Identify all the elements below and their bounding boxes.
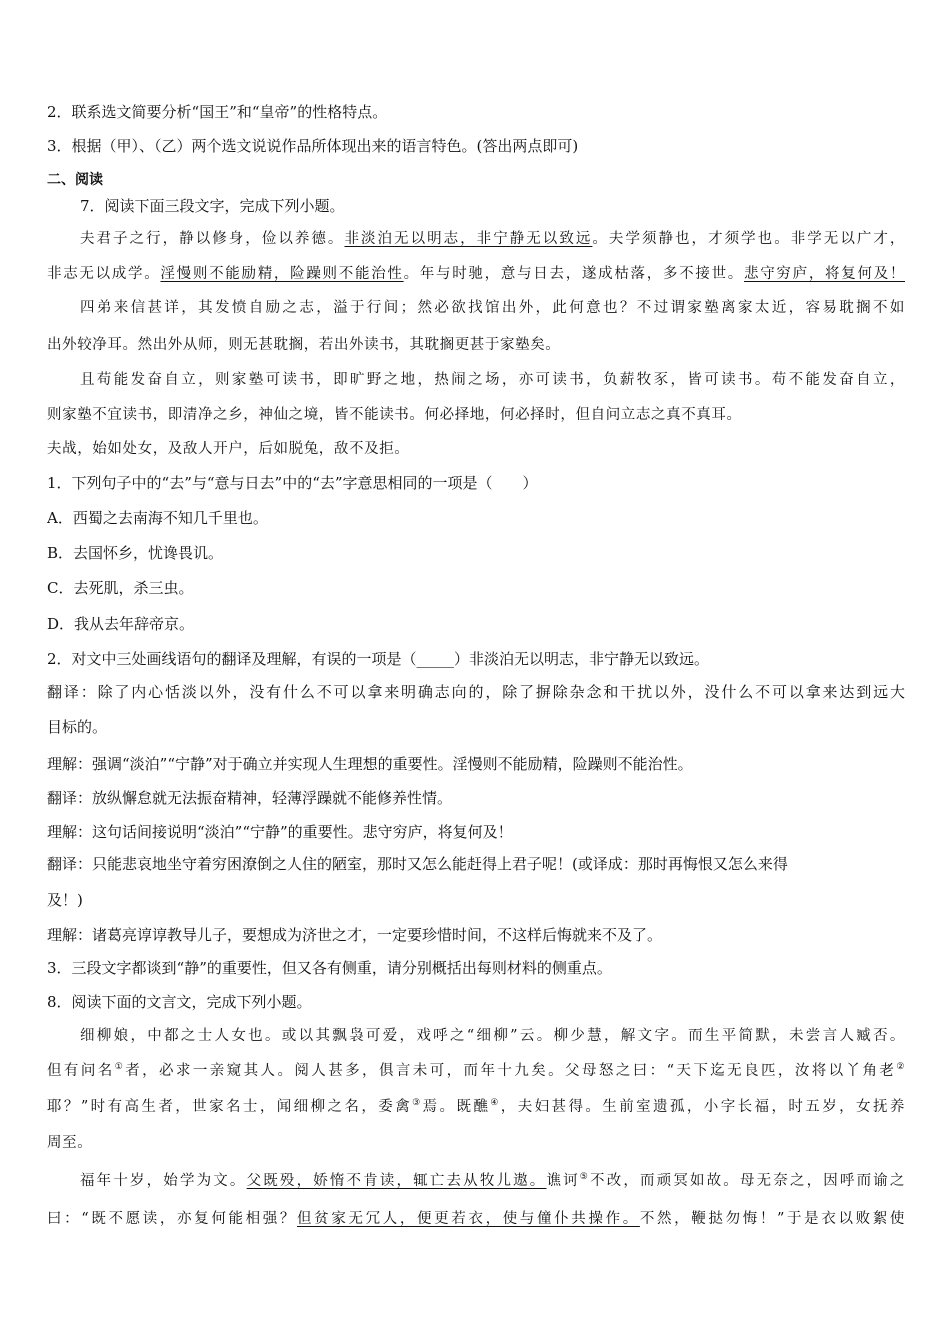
q7-sub2-line: 理解：这句话间接说明“淡泊”“宁静”的重要性。悲守穷庐，将复何及！ — [47, 823, 513, 841]
q7-sub2-line: 理解：诸葛亮谆谆教导儿子，要想成为济世之才，一定要珍惜时间，不这样后悔就来不及了。 — [47, 926, 663, 944]
text: 不改，而顽冥如故。母无奈之，因呼而谕之 — [590, 1173, 905, 1189]
text: 曰：“既不愿读，亦复何能相强？ — [47, 1211, 298, 1227]
q7-p3-line2: 则家塾不宜读书，即清净之乡，神仙之境，皆不能读书。何必择地，何必择时，但自问立志之真不真耳。 — [47, 407, 742, 423]
q8-p1-line3 — [47, 1097, 905, 1117]
q7-sub2: 2．对文中三处画线语句的翻译及理解，有误的一项是（_____）非淡泊无以明志，非宁静无以致远。 — [47, 650, 710, 668]
q8-p2-line2 — [47, 1209, 905, 1229]
underlined-text: 非淡泊无以明志，非宁静无以致远 — [344, 231, 593, 247]
q7-sub2-line: 翻译：放纵懈怠就无法振奋精神，轻薄浮躁就不能修养性情。 — [47, 789, 453, 807]
q7-sub2-line: 理解：强调“淡泊”“宁静”对于确立并实现人生理想的重要性。淫慢则不能励精，险躁则不能治性。 — [47, 755, 693, 773]
q7-p3-line1: 且苟能发奋自立，则家塾可读书，即旷野之地，热闹之场，亦可读书，负薪牧豕，皆可读书。苟不能发奋自立， — [80, 372, 905, 388]
question-3-prev: 3．根据（甲）、（乙）两个选文说说作品所体现出来的语言特色。(答出两点即可) — [47, 137, 579, 155]
q8-p1-line2 — [47, 1061, 905, 1081]
option-d: D．我从去年辞帝京。 — [47, 615, 195, 633]
question-2-prev: 2．联系选文简要分析“国王”和“皇帝”的性格特点。 — [47, 103, 388, 121]
section-heading: 二、阅读 — [47, 172, 103, 188]
text: 。夫学须静也，才须学也。非学无以广才， — [592, 231, 905, 247]
q7-sub2-line: 翻译：只能悲哀地坐守着穷困潦倒之人住的陋室，那时又怎么能赶得上君子呢！(或译成：那时再悔恨又怎么来得 — [47, 855, 788, 873]
text: 不然，鞭挞勿悔！”于是衣以败絮使 — [639, 1211, 905, 1227]
option-c: C．去死肌，杀三虫。 — [47, 579, 194, 597]
q7-sub2-line: 翻译：除了内心恬淡以外，没有什么不可以拿来明确志向的，除了摒除杂念和干扰以外，没什么不可以拿来达到远大 — [47, 683, 905, 701]
q7-sub2-line: 及！) — [47, 891, 83, 909]
footnote-mark: ④ — [490, 1098, 501, 1109]
underlined-text: 但贫家无冗人，便更若衣，使与僮仆共操作。 — [297, 1211, 640, 1227]
q7-sub2-line: 目标的。 — [47, 718, 108, 736]
option-a: A．西蜀之去南海不知几千里也。 — [47, 509, 268, 527]
q8-intro: 8．阅读下面的文言文，完成下列小题。 — [47, 993, 312, 1011]
footnote-mark: ② — [896, 1062, 906, 1073]
text: 非志无以成学。 — [47, 266, 161, 282]
q8-p1-line4: 周至。 — [47, 1135, 93, 1151]
footnote-mark: ① — [114, 1062, 126, 1073]
q7-p4: 夫战，始如处女，及敌人开户，后如脱兔，敌不及拒。 — [47, 441, 410, 457]
text: 夫君子之行，静以修身，俭以养德。 — [80, 231, 345, 247]
text: 。年与时驰，意与日去，遂成枯落，多不接世。 — [403, 266, 745, 282]
underlined-text: 淫慢则不能励精，险躁则不能治性 — [160, 266, 404, 282]
q7-sub1: 1．下列句子中的“去”与“意与日去”中的“去”字意思相同的一项是（ ） — [47, 474, 538, 492]
text: 但有问名 — [47, 1063, 115, 1079]
text: 福年十岁，始学为文。 — [80, 1173, 247, 1189]
q7-p1-line1 — [80, 229, 905, 249]
q7-intro: 7．阅读下面三段文字，完成下列小题。 — [80, 197, 345, 215]
option-b: B．去国怀乡，忧谗畏讥。 — [47, 544, 224, 562]
text: 焉。既醮 — [422, 1099, 491, 1115]
text: ，夫妇甚得。生前室遗孤，小字长福，时五岁，女抚养 — [500, 1099, 905, 1115]
text: 谯诃 — [546, 1173, 580, 1189]
footnote-mark: ⑤ — [579, 1172, 591, 1183]
text: 耶？”时有高生者，世家名士，闻细柳之名，委禽 — [47, 1099, 413, 1115]
q7-p1-line2 — [47, 264, 905, 284]
q7-p2-line2: 出外较净耳。然出外从师，则无甚耽搁，若出外读书，其耽搁更甚于家塾矣。 — [47, 337, 561, 353]
footnote-mark: ③ — [412, 1098, 423, 1109]
text: 者，必求一亲窥其人。阅人甚多，俱言未可，而年十九矣。父母怒之曰：“天下迄无良匹，汝将以丫角老 — [125, 1063, 897, 1079]
underlined-text: 父既殁，娇惰不肯读，辄亡去从牧儿遨。 — [246, 1173, 547, 1189]
q7-sub3: 3．三段文字都谈到“静”的重要性，但又各有侧重，请分别概括出每则材料的侧重点。 — [47, 959, 612, 977]
underlined-text: 悲守穷庐，将复何及！ — [744, 266, 905, 282]
q8-p2-line1 — [80, 1171, 905, 1191]
q7-p2-line1: 四弟来信甚详，其发愤自励之志，溢于行间；然必欲找馆出外，此何意也？不过谓家塾离家太近，容易耽搁不如 — [80, 300, 905, 316]
q8-p1-line1: 细柳娘，中都之士人女也。或以其飘袅可爱，戏呼之“细柳”云。柳少慧，解文字。而生平简默，未尝言人臧否。 — [80, 1028, 905, 1044]
